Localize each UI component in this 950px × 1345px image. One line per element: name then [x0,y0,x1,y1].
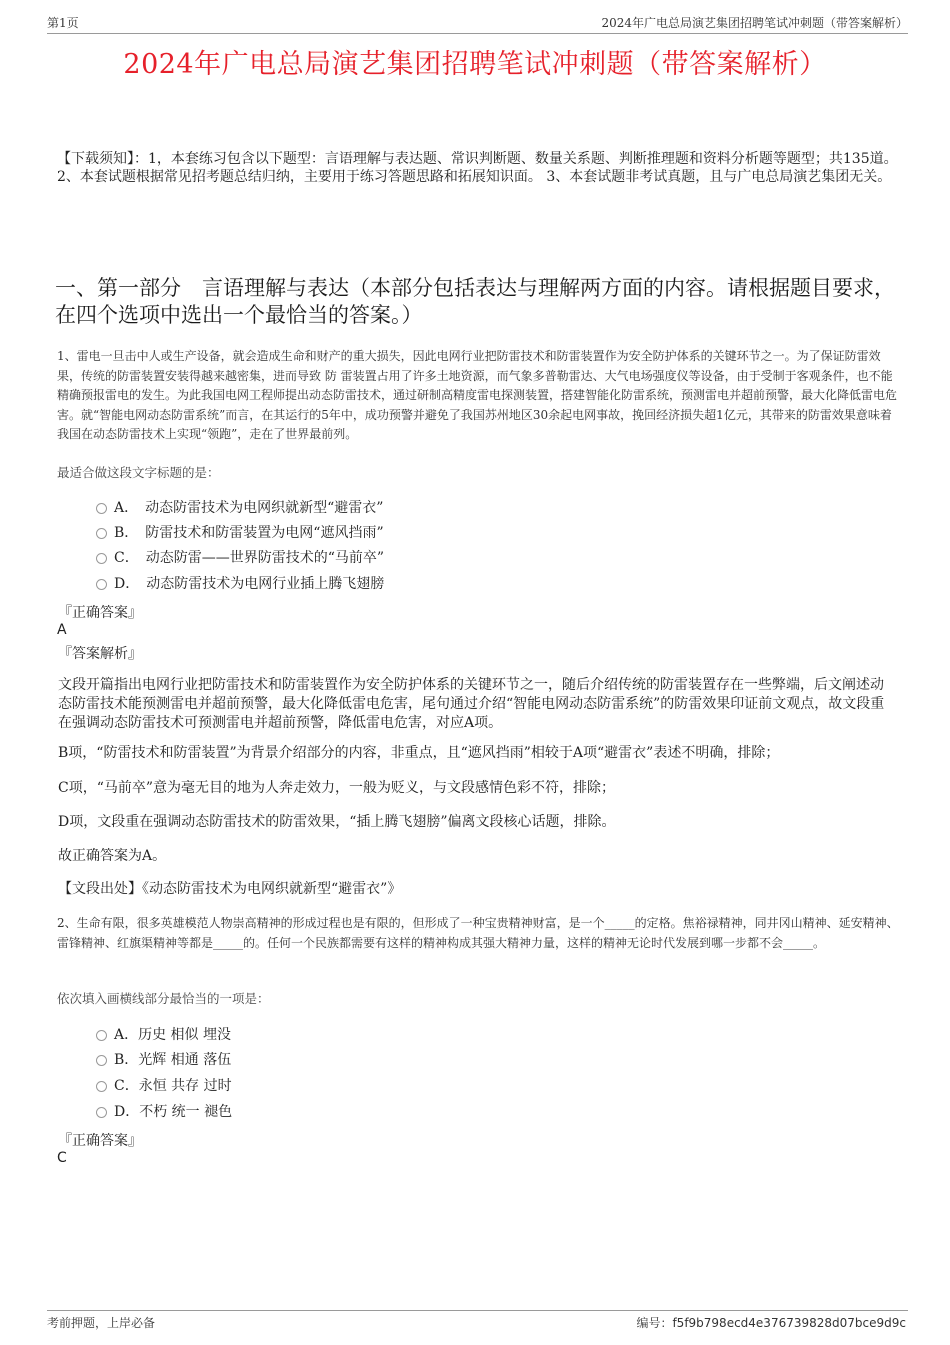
option-label: B．光辉 相通 落伍 [114,1052,232,1068]
header-doc-title: 2024年广电总局演艺集团招聘笔试冲刺题（带答案解析） [601,16,908,30]
footer-code [636,1314,906,1331]
question-2-answer-label: 『正确答案』 [58,1133,142,1149]
analysis-paragraph: 故正确答案为A。 [58,848,167,864]
question-2-option-d[interactable] [96,1101,232,1121]
option-label: D． 动态防雷技术为电网行业插上腾飞翅膀 [114,576,385,592]
question-1-option-a[interactable] [96,497,383,517]
option-label: A．历史 相似 埋没 [114,1027,232,1043]
radio-icon[interactable] [96,528,107,539]
radio-icon[interactable] [96,553,107,564]
question-2-answer: C [57,1150,67,1166]
question-1-prompt: 最适合做这段文字标题的是： [57,465,220,480]
analysis-paragraph: B项，“防雷技术和防雷装置”为背景介绍部分的内容，非重点，且“遮风挡雨”相较于A项“避雷衣”表述不明确，排除； [58,745,780,761]
question-1-option-d[interactable] [96,573,384,593]
radio-icon[interactable] [96,1081,107,1092]
footer-rule [47,1310,908,1311]
radio-icon[interactable] [96,503,107,514]
question-2-option-c[interactable] [96,1075,232,1095]
download-notice: 【下载须知】：1，本套练习包含以下题型：言语理解与表达题、常识判断题、数量关系题、判断推理题和资料分析题等题型；共135道。 2、本套试题根据常见招考题总结归纳，主要用于练习答题思路和拓展知识面。 3、本套试题非考试真题，且与广电总局演艺集团无关。 [57,151,898,185]
header-rule [47,33,908,34]
question-2-option-a[interactable] [96,1024,231,1044]
question-2-option-b[interactable] [96,1049,231,1069]
radio-icon[interactable] [96,579,107,590]
analysis-paragraph: D项，文段重在强调动态防雷技术的防雷效果，“插上腾飞翅膀”偏离文段核心话题，排除。 [58,814,616,830]
question-1-source: 【文段出处】《动态防雷技术为电网织就新型“避雷衣”》 [58,881,402,897]
radio-icon[interactable] [96,1107,107,1118]
analysis-paragraph: 文段开篇指出电网行业把防雷技术和防雷装置作为安全防护体系的关键环节之一，随后介绍传统的防雷装置存在一些弊端，后文阐述动态防雷技术能预测雷电并超前预警，最大化降低雷电危害，尾句通过介绍“智能电网动态防雷系统”的防雷效果印证前文观点，故文段重在强调动态防雷技术可预测雷电并超前预警，降低雷电危害，对应A项。 [58,677,885,731]
question-2-prompt: 依次填入画横线部分最恰当的一项是： [57,991,270,1006]
option-label: A． 动态防雷技术为电网织就新型“避雷衣” [114,500,384,516]
section-heading: 一、第一部分 言语理解与表达（本部分包括表达与理解两方面的内容。请根据题目要求，在四个选项中选出一个最恰当的答案。） [55,276,895,327]
option-label: C．永恒 共存 过时 [114,1078,232,1094]
radio-icon[interactable] [96,1030,107,1041]
question-1-answer-label: 『正确答案』 [58,605,142,621]
question-1-stem: 1、雷电一旦击中人或生产设备，就会造成生命和财产的重大损失，因此电网行业把防雷技术和防雷装置作为安全防护体系的关键环节之一。为了保证防雷效果，传统的防雷装置安装得越来越密集，进而导致 防 雷装置占用了许多土地资源，而气象多普勒雷达、大气电场强度仪等设备，由于受制于客观条件，也不能精确预报雷电的发生。为此我国电网工程师提出动态防雷技术，通过研制高精度雷电探测装置，搭建智能化防雷系统，预测雷电并超前预警，最大化降低雷电危害。就“智能电网动态防雷系统”而言，在其运行的5年中，成功预警并避免了我国苏州地区30余起电网事故，挽回经济损失超1亿元，其带来的防雷效果意味着我国在动态防雷技术上实现“领跑”，走在了世界最前列。 [57,349,898,441]
footer-code-value: f5f9b798ecd4e376739828d07bce9d9c [672,1316,906,1330]
question-1-analysis-label: 『答案解析』 [58,646,142,662]
option-label: B． 防雷技术和防雷装置为电网“遮风挡雨” [114,525,384,541]
page-number: 第1页 [47,16,79,30]
option-label: D．不朽 统一 褪色 [114,1104,233,1120]
question-1-option-c[interactable] [96,547,384,567]
question-2-stem: 2、生命有限，很多英雄模范人物崇高精神的形成过程也是有限的，但形成了一种宝贵精神财富，是一个_____的定格。焦裕禄精神，同井冈山精神、延安精神、雷锋精神、红旗渠精神等都是_____的。任何一个民族都需要有这样的精神构成其强大精神力量，这样的精神无论时代发展到哪一步都不会_____。 [57,916,899,950]
radio-icon[interactable] [96,1055,107,1066]
question-1-answer: A [57,622,67,638]
footer-code-label: 编号： [636,1316,673,1330]
option-label: C． 动态防雷——世界防雷技术的“马前卒” [114,550,385,566]
analysis-paragraph: C项，“马前卒”意为毫无目的地为人奔走效力，一般为贬义，与文段感情色彩不符，排除； [58,780,616,796]
footer-slogan: 考前押题，上岸必备 [47,1316,156,1330]
document-title: 2024年广电总局演艺集团招聘笔试冲刺题（带答案解析） [123,49,827,80]
question-1-option-b[interactable] [96,522,384,542]
